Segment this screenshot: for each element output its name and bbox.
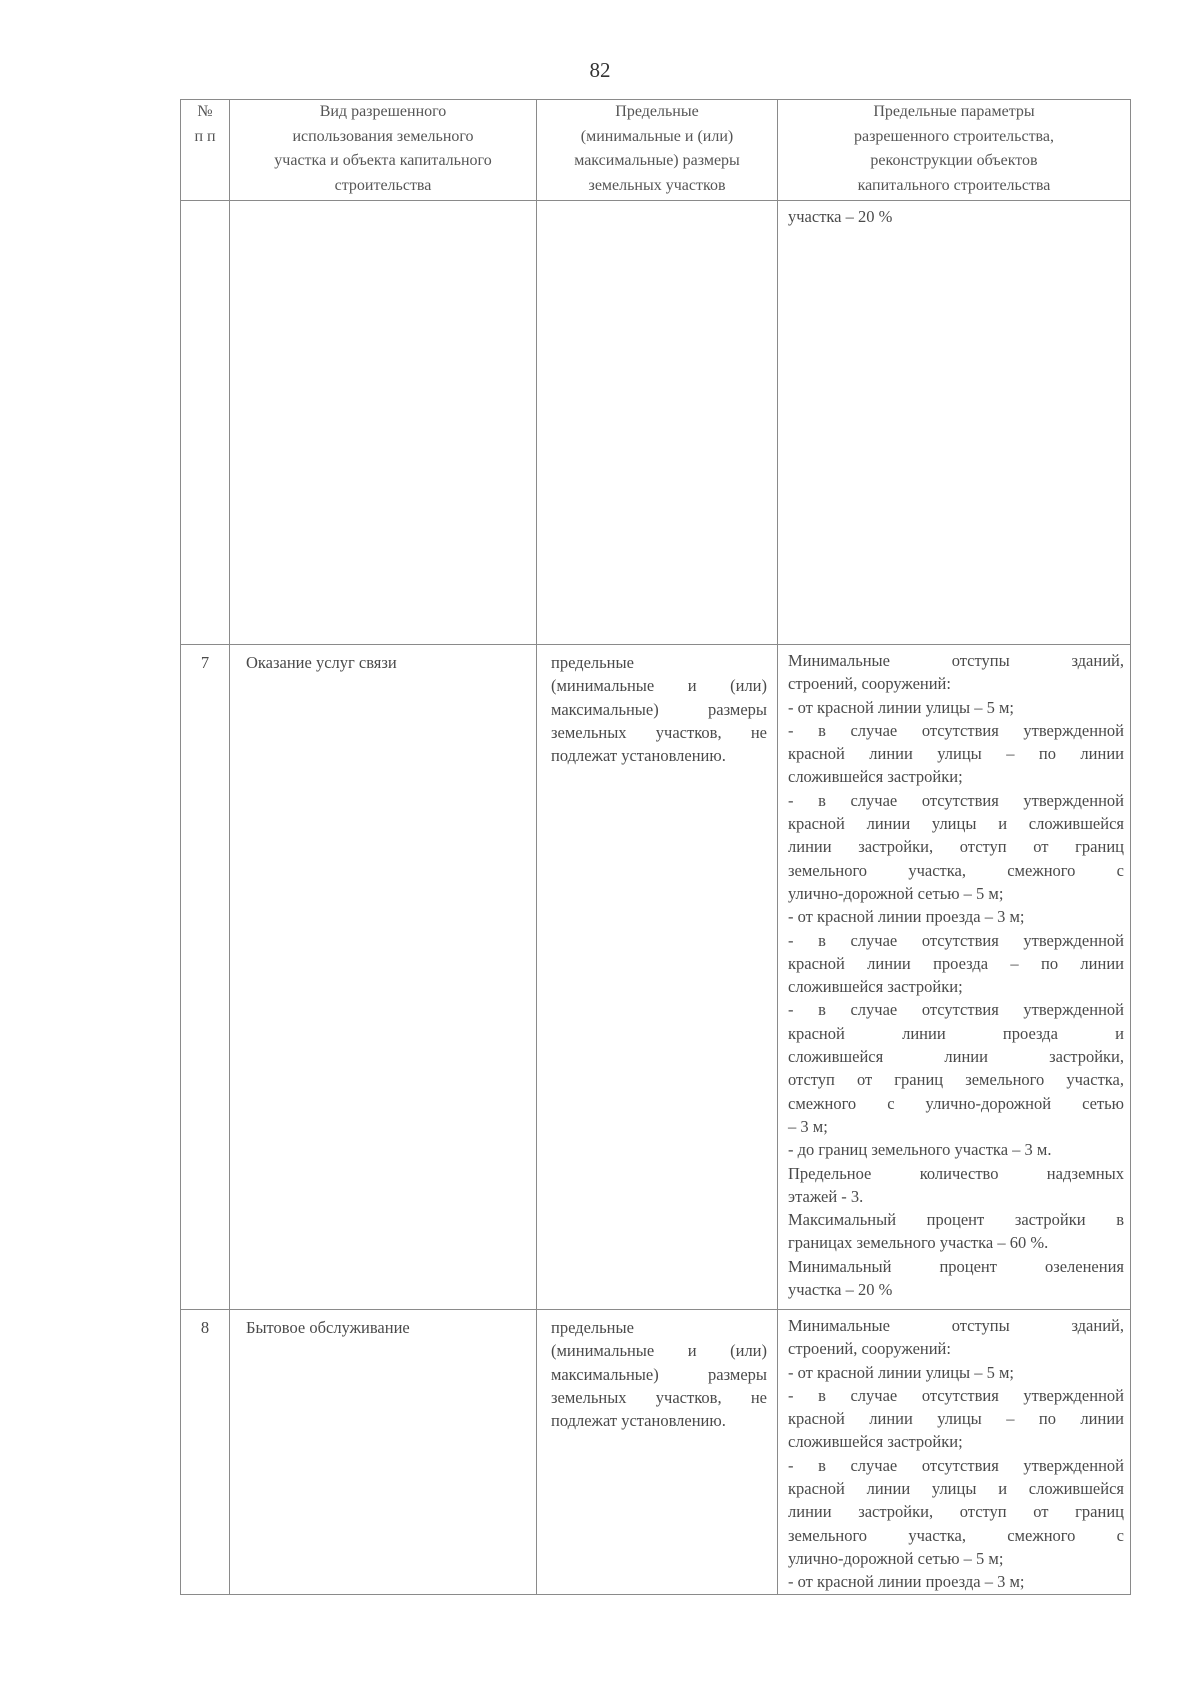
text-line: сложившейся линии застройки, [788, 1047, 1124, 1067]
text-line: красной линии улицы и сложившейся [788, 1479, 1124, 1499]
text-line: улично-дорожной сетью – 5 м; [788, 1548, 1004, 1568]
text-line: красной линии проезда – по линии [788, 953, 1124, 973]
row-number: 8 [200, 1318, 210, 1337]
text-line: подлежат установлению. [551, 1411, 726, 1431]
text-line: улично-дорожной сетью – 5 м; [788, 883, 1004, 903]
text-line: - в случае отсутствия утвержденной [788, 1385, 1124, 1405]
text-line: Максимальный процент застройки в [788, 1210, 1124, 1230]
text-line: земельных участков, не [551, 722, 767, 742]
header-line: Предельные параметры [873, 103, 1035, 120]
text-line: – 3 м; [788, 1116, 828, 1136]
use-type-name: Бытовое обслуживание [246, 1318, 410, 1337]
page-number: 82 [589, 58, 611, 82]
cell-construction-params [778, 201, 1131, 645]
text-line: - в случае отсутствия утвержденной [788, 720, 1124, 740]
text-line: линии застройки, отступ от границ [788, 837, 1124, 857]
header-line: (минимальные и (или) [580, 127, 734, 145]
text-line: - от красной линии проезда – 3 м; [788, 1572, 1025, 1592]
table-row-continuation [181, 201, 1131, 645]
text-line: смежного с улично-дорожной сетью [788, 1093, 1124, 1113]
text-line: максимальные) размеры [551, 699, 767, 719]
cell-number [181, 201, 230, 645]
text-line: - в случае отсутствия утвержденной [788, 1000, 1124, 1020]
cell-use-type [230, 1310, 537, 1595]
text-line: сложившейся застройки; [788, 977, 963, 997]
text-line: красной линии улицы – по линии [788, 744, 1124, 764]
text-line: красной линии проезда и [788, 1023, 1124, 1043]
cell-use-type [230, 645, 537, 1310]
text-line: красной линии улицы и сложившейся [788, 814, 1124, 834]
land-use-table [180, 99, 1131, 1595]
text-line: (минимальные и (или) [551, 676, 767, 696]
use-type-name: Оказание услуг связи [246, 653, 397, 672]
text-line: границах земельного участка – 60 %. [788, 1233, 1049, 1253]
text-line: Предельное количество надземных [788, 1163, 1124, 1183]
header-construction-params [778, 100, 1131, 201]
header-line: Вид разрешенного [319, 103, 447, 120]
text-line: линии застройки, отступ от границ [788, 1502, 1124, 1522]
text-line: предельные [551, 653, 634, 672]
text-line: - от красной линии проезда – 3 м; [788, 907, 1025, 927]
header-line: Предельные [615, 103, 699, 120]
text-line: Минимальные отступы зданий, [788, 651, 1124, 670]
text-line: земельных участков, не [551, 1387, 767, 1407]
table-row [181, 645, 1131, 1310]
header-use-type [230, 100, 537, 201]
text-line: красной линии улицы – по линии [788, 1409, 1124, 1429]
text-line: Минимальные отступы зданий, [788, 1316, 1124, 1335]
cell-plot-sizes [537, 1310, 778, 1595]
text-line: - в случае отсутствия утвержденной [788, 790, 1124, 810]
header-line: № [197, 103, 213, 120]
cell-plot-sizes [537, 645, 778, 1310]
row-number: 7 [200, 653, 210, 672]
continuation-text: участка – 20 % [788, 207, 893, 226]
header-line: капитального строительства [857, 176, 1051, 194]
header-line: земельных участков [588, 176, 726, 194]
text-line: Минимальный процент озеленения [788, 1256, 1124, 1276]
cell-number [181, 1310, 230, 1595]
text-line: - от красной линии улицы – 5 м; [788, 697, 1015, 717]
header-line: участка и объекта капитального [274, 152, 492, 169]
text-line: - в случае отсутствия утвержденной [788, 1455, 1124, 1475]
text-line: участка – 20 % [788, 1280, 893, 1300]
cell-construction-params [778, 1310, 1131, 1595]
text-line: этажей - 3. [788, 1186, 864, 1206]
text-line: (минимальные и (или) [551, 1341, 767, 1361]
text-line: земельного участка, смежного с [788, 860, 1124, 880]
text-line: отступ от границ земельного участка, [788, 1070, 1124, 1090]
cell-number [181, 645, 230, 1310]
cell-construction-params [778, 645, 1131, 1310]
header-plot-sizes [537, 100, 778, 201]
text-line: максимальные) размеры [551, 1364, 767, 1384]
text-line: - в случае отсутствия утвержденной [788, 930, 1124, 950]
cell-use-type [230, 201, 537, 645]
header-number [181, 100, 230, 201]
cell-plot-sizes [537, 201, 778, 645]
text-line: земельного участка, смежного с [788, 1525, 1124, 1545]
text-line: - от красной линии улицы – 5 м; [788, 1362, 1015, 1382]
header-line: п п [194, 127, 216, 145]
header-line: максимальные) размеры [574, 152, 740, 169]
header-line: разрешенного строительства, [854, 127, 1054, 145]
header-line: реконструкции объектов [870, 152, 1038, 169]
text-line: сложившейся застройки; [788, 767, 963, 787]
table-row [181, 1310, 1131, 1595]
text-line: предельные [551, 1318, 634, 1337]
header-line: использования земельного [292, 127, 474, 145]
text-line: - до границ земельного участка – 3 м. [788, 1140, 1052, 1160]
table-header-row [181, 100, 1131, 201]
text-line: сложившейся застройки; [788, 1432, 963, 1452]
text-line: подлежат установлению. [551, 746, 726, 766]
text-line: строений, сооружений: [788, 1339, 951, 1359]
header-line: строительства [334, 176, 432, 194]
text-line: строений, сооружений: [788, 674, 951, 694]
